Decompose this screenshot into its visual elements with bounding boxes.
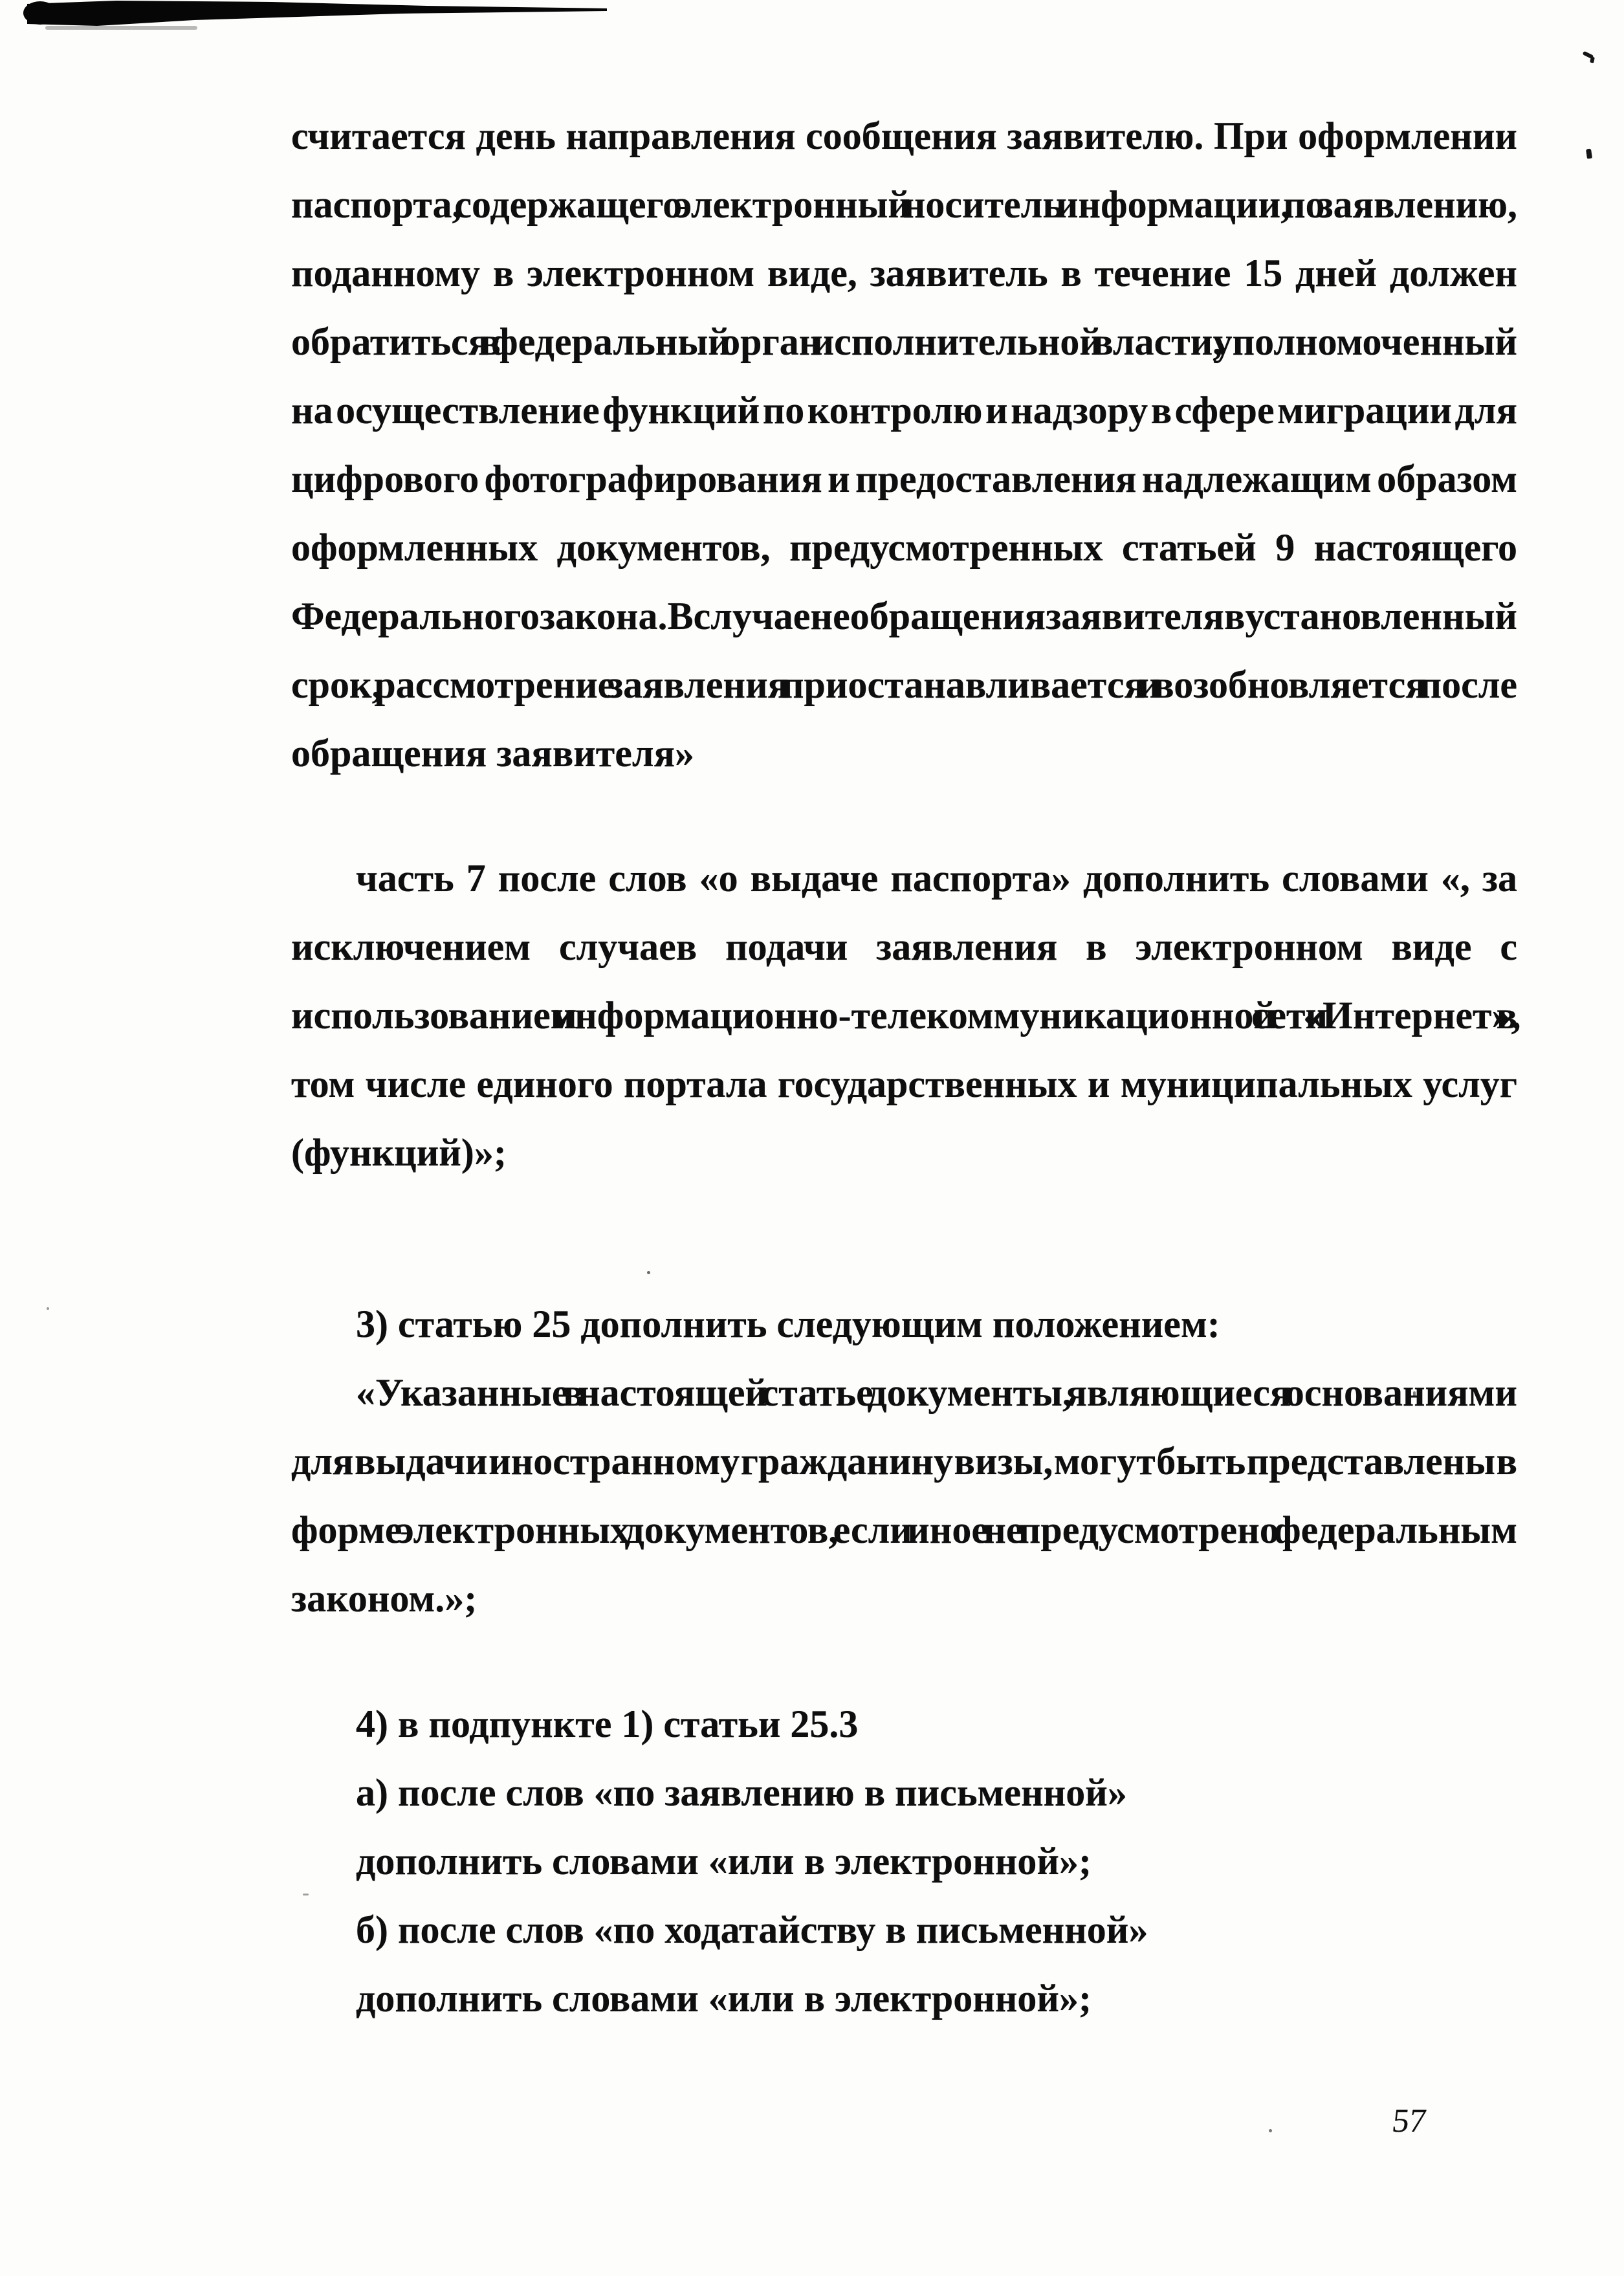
text-line — [291, 1290, 1517, 1358]
text-line-text: считается день направления сообщения заявителю. При оформлении — [291, 115, 1517, 157]
text-line-text: цифрового фотографирования и предоставления надлежащим образом — [291, 458, 1517, 500]
text-line-text: часть 7 после слов «о выдаче паспорта» дополнить словами «, за — [356, 857, 1517, 900]
text-line — [291, 582, 1517, 650]
page-number: 57 — [1390, 2103, 1429, 2139]
text-line — [291, 1118, 1517, 1187]
text-line-text: на осуществление функций по контролю и надзору в сфере миграции для — [291, 389, 1517, 432]
text-line-text: паспорта, содержащего электронный носитель информации, по заявлению, — [291, 183, 1517, 226]
text-line-text: использованием информационно-телекоммуникационной сети «Интернет», в — [291, 994, 1517, 1037]
scan-speck — [47, 1307, 49, 1310]
text-line — [291, 1964, 1517, 2033]
scan-smudge — [45, 26, 197, 30]
scan-speck — [647, 1271, 650, 1274]
text-line — [291, 650, 1517, 719]
text-line — [291, 1496, 1517, 1564]
item-3-paragraph — [291, 1290, 1517, 1633]
text-line-text: «Указанные в настоящей статье документы, являющиеся основаниями — [356, 1371, 1517, 1414]
text-line-text: оформленных документов, предусмотренных статьей 9 настоящего — [291, 526, 1517, 569]
text-line — [291, 1895, 1517, 1964]
text-line — [291, 981, 1517, 1050]
text-line-text: для выдачи иностранному гражданину визы, могут быть представлены в — [291, 1440, 1517, 1483]
text-line-text: обращения заявителя» — [291, 732, 695, 775]
text-line — [291, 307, 1517, 376]
text-line — [291, 1758, 1517, 1827]
text-line-text: том числе единого портала государственных и муниципальных услуг — [291, 1063, 1517, 1105]
text-line-text: поданному в электронном виде, заявитель в течение 15 дней должен — [291, 252, 1517, 294]
text-line — [291, 170, 1517, 239]
paragraph-part-7 — [291, 844, 1517, 1187]
item-4-paragraph — [291, 1690, 1517, 2033]
scan-artifact-line — [0, 0, 647, 39]
text-line-text: 3) статью 25 дополнить следующим положением: — [356, 1303, 1220, 1345]
scan-speck — [1269, 2129, 1272, 2132]
text-line-text: дополнить словами «или в электронной»; — [356, 1840, 1092, 1883]
text-line — [291, 719, 1517, 788]
text-line-text: форме электронных документов, если иное не предусмотрено федеральным — [291, 1508, 1517, 1551]
text-line-text: исключением случаев подачи заявления в электронном виде с — [291, 925, 1517, 968]
text-line-text: Федерального закона. В случае не обращения заявителя в установленный — [291, 595, 1517, 637]
text-line — [291, 513, 1517, 582]
text-line-text: обратиться в федеральный орган исполнительной власти, уполномоченный — [291, 320, 1517, 363]
text-line — [291, 239, 1517, 307]
text-line — [291, 445, 1517, 513]
text-line — [291, 102, 1517, 170]
text-line — [291, 1358, 1517, 1427]
ink-tick-top-right-tail — [1590, 56, 1595, 63]
text-line-text: 4) в подпункте 1) статьи 25.3 — [356, 1703, 859, 1745]
text-line-text: дополнить словами «или в электронной»; — [356, 1977, 1092, 2020]
text-line — [291, 1050, 1517, 1118]
paragraph-continuation — [291, 102, 1517, 788]
text-line — [291, 376, 1517, 445]
text-line — [291, 1690, 1517, 1758]
text-line-text: а) после слов «по заявлению в письменной» — [356, 1771, 1127, 1814]
text-line — [291, 1827, 1517, 1895]
text-line — [291, 1427, 1517, 1496]
ink-tick-right-margin — [1586, 149, 1592, 159]
text-line-text: срок, рассмотрение заявления приостанавливается и возобновляется после — [291, 663, 1517, 706]
text-line-text: б) после слов «по ходатайству в письменной» — [356, 1908, 1148, 1951]
text-line — [291, 912, 1517, 981]
text-line-text: (функций)»; — [291, 1131, 507, 1174]
text-line — [291, 1564, 1517, 1633]
text-line — [291, 844, 1517, 912]
text-line-text: законом.»; — [291, 1577, 477, 1620]
